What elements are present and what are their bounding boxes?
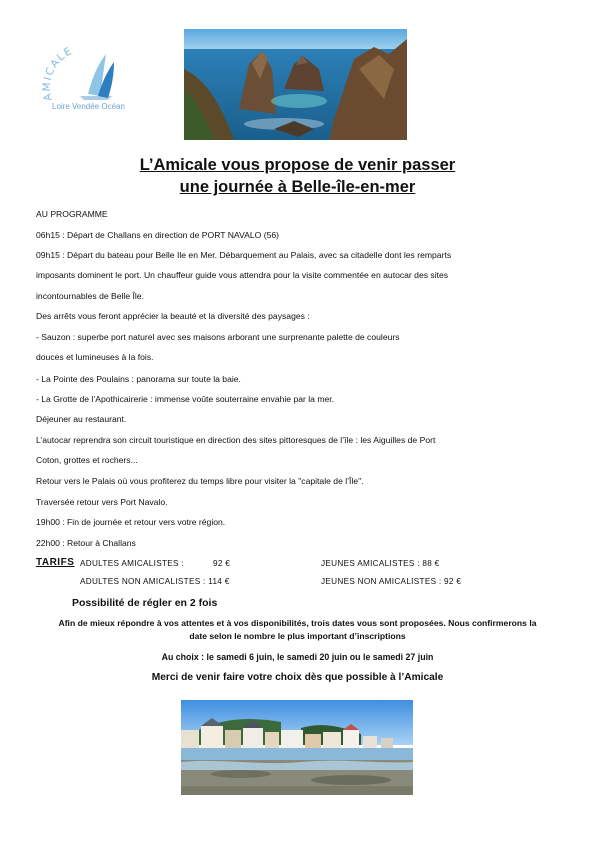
- program-line: - La Grotte de l’Apothicairerie : immense voûte souterraine envahie par la mer.: [36, 394, 335, 404]
- svg-text:AMICALE: [42, 45, 75, 102]
- tarif-adultes-amicalistes: ADULTES AMICALISTES :: [80, 559, 184, 568]
- program-line: Des arrêts vous feront apprécier la beauté et la diversité des paysages :: [36, 311, 310, 321]
- program-line: imposants dominent le port. Un chauffeur guide vous attendra pour la visite commentée en autocar des sites: [36, 270, 449, 280]
- program-line: 19h00 : Fin de journée et retour vers votre région.: [36, 517, 226, 527]
- date-choice: Au choix : le samedi 6 juin, le samedi 20 juin ou le samedi 27 juin: [161, 652, 434, 662]
- program-line: - La Pointe des Poulains : panorama sur toute la baie.: [36, 374, 241, 384]
- tarif-jeunes-amicalistes: JEUNES AMICALISTES : 88 €: [321, 559, 440, 568]
- bottom-photo-harbour: [181, 700, 413, 795]
- logo-wordmark-text: AMICALE: [42, 44, 75, 103]
- program-line: Traversée retour vers Port Navalo.: [36, 497, 168, 507]
- amicale-logo: [40, 38, 150, 118]
- program-line: Retour vers le Palais où vous profiterez du temps libre pour visiter la "capitale de l’Île".: [36, 476, 364, 486]
- program-line: 06h15 : Départ de Challans en direction de PORT NAVALO (56): [36, 230, 279, 240]
- title-line-1: L’Amicale vous propose de venir passer: [139, 156, 456, 174]
- top-photo-rocks: [184, 29, 407, 140]
- program-heading: AU PROGRAMME: [36, 209, 108, 219]
- program-line: douces et lumineuses à la fois.: [36, 352, 154, 362]
- tarifs-label: TARIFS: [36, 557, 75, 568]
- notice-line-2: date selon le nombre le plus important d’inscriptions: [189, 631, 406, 641]
- program-line: 22h00 : Retour à Challans: [36, 538, 136, 548]
- program-line: 09h15 : Départ du bateau pour Belle Ile en Mer. Débarquement au Palais, avec sa citadelle dont les remparts: [36, 250, 452, 260]
- program-line: Déjeuner au restaurant.: [36, 414, 127, 424]
- program-line: incontournables de Belle Île.: [36, 291, 144, 301]
- tarif-adultes-non-amicalistes: ADULTES NON AMICALISTES : 114 €: [80, 577, 230, 586]
- payment-note: Possibilité de régler en 2 fois: [72, 597, 218, 609]
- program-line: Coton, grottes et rochers...: [36, 455, 138, 465]
- logo-subtitle: Loire Vendée Océan: [52, 102, 125, 111]
- title-line-2: une journée à Belle-île-en-mer: [179, 178, 416, 196]
- program-line: - Sauzon : superbe port naturel avec ses maisons arborant une surprenante palette de couleurs: [36, 332, 400, 342]
- closing-message: Merci de venir faire votre choix dès que possible à l’Amicale: [151, 672, 444, 683]
- tarif-adultes-amicalistes-price: 92 €: [213, 559, 231, 568]
- tarif-jeunes-non-amicalistes: JEUNES NON AMICALISTES : 92 €: [321, 577, 462, 586]
- logo-wordmark: [42, 40, 112, 110]
- program-line: L’autocar reprendra son circuit touristique en direction des sites pittoresques de l’île : les Aiguilles de Port: [36, 435, 436, 445]
- notice-line-1: Afin de mieux répondre à vos attentes et à vos disponibilités, trois dates vous sont proposées. Nous confirmerons la: [58, 618, 537, 628]
